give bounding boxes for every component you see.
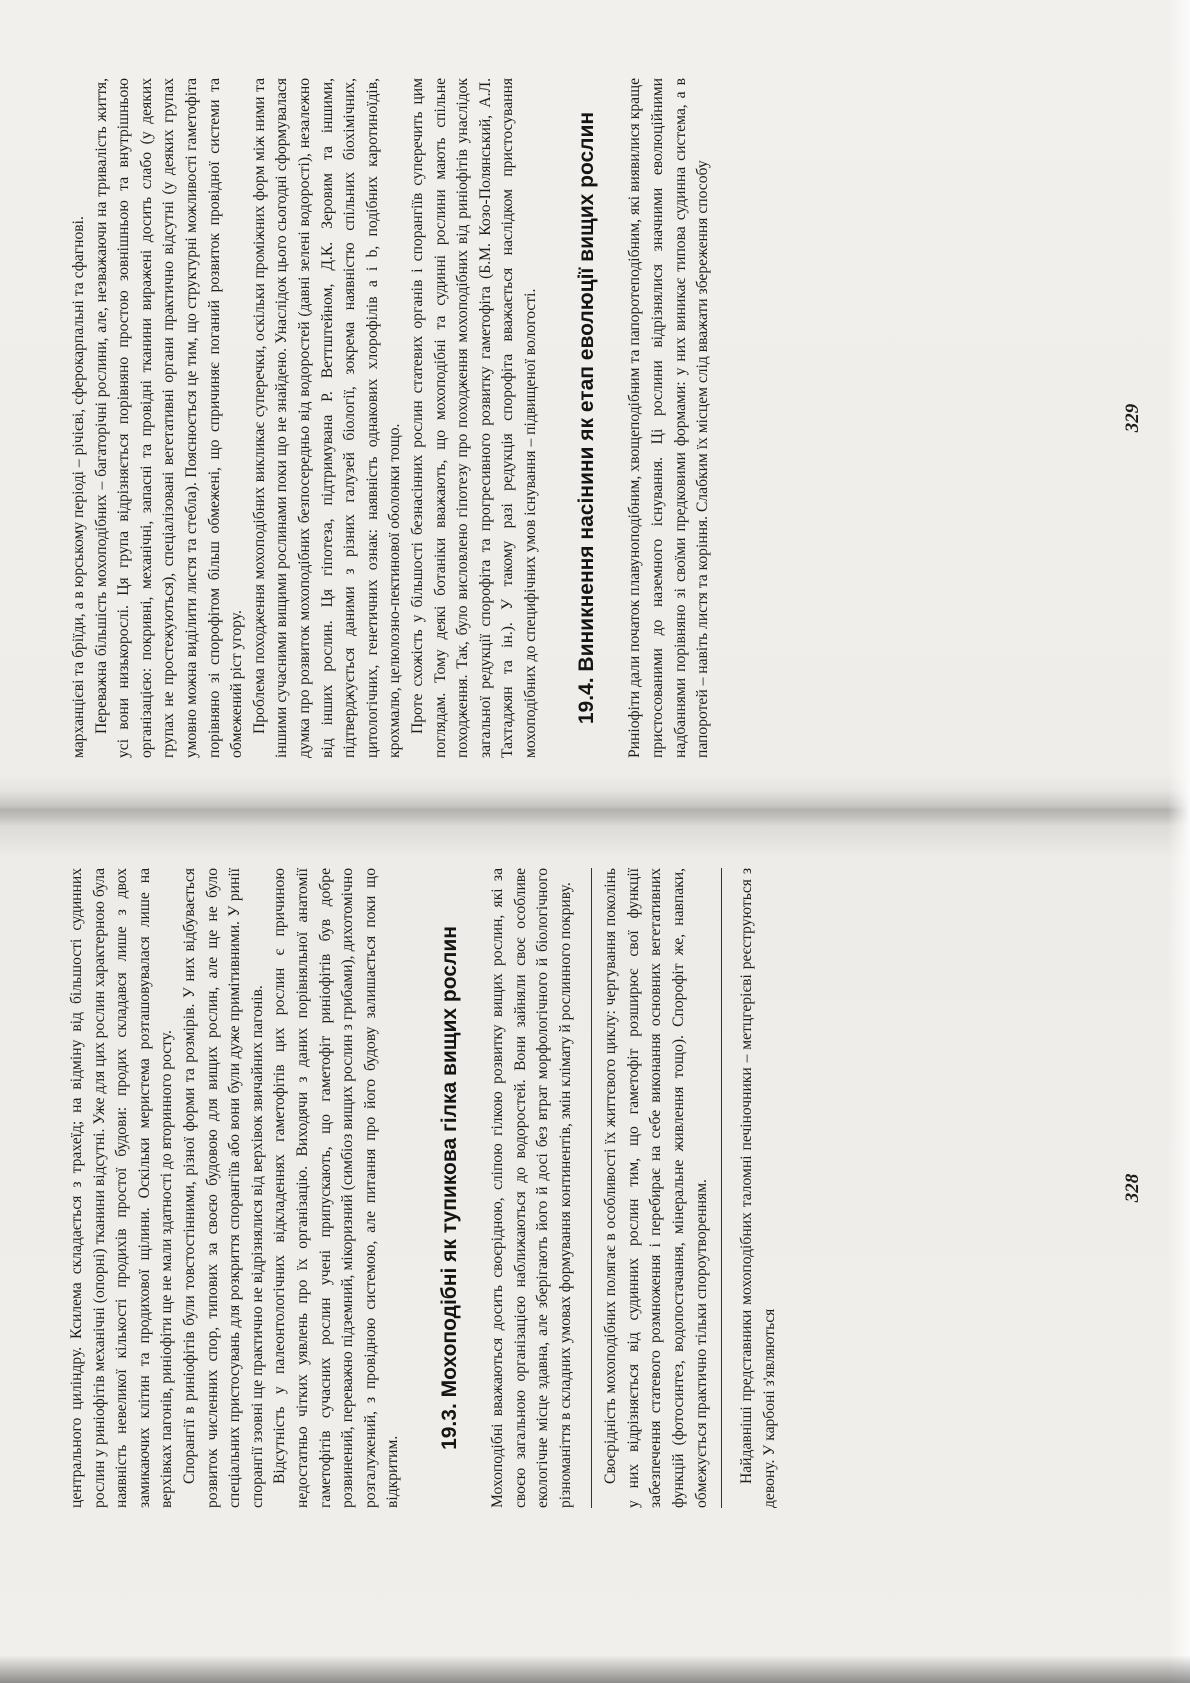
paragraph: Проте схожість у більшості безнасінних рослин статевих органів і спорангіїв суперечить цим поглядам. Тому деякі ботаніки вважають, що мохоподібні та судинні рослини мають спільне походження. Так, було висловлено гіпотезу про походження мохоподібних від риніофітів унаслідок загальної редукції спорофіта та прогресивного розвитку гаметофіта (Б.М. Козо-Полянський, А.Л. Тахтаджян та ін.). У такому разі редукція спорофіта вважається наслідком пристосування мохоподібних до специфічних умов існування – підвищеної вологості. <box>408 78 539 758</box>
paragraph: центрального циліндру. Ксилема складається з трахеїд; на відміну від більшості судинних рослин у риніофітів механічні (опорні) тканини відсутні. Уже для цих рослин характерною була наявність невеликої кількості продихів простої будови: продих складався лише з двох замикаючих клітин та продихової щілини. Оскільки меристема розташовувалася лише на верхівках пагонів, риніофіти ще не мали здатності до вторинного росту. <box>68 868 176 1508</box>
paragraph: Спорангії в риніофітів були товстостінними, різної форми та розмірів. У них відбувається розвиток численних спор, типових за своєю будовою для вищих рослин, але ще не було спеціальних пристосувань для розкриття спорангіїв або вони були дуже примітивними. У ринії спорангії ззовні ще практично не відрізнялися від верхівок звичайних пагонів. <box>180 868 266 1508</box>
paragraph: марханцієві та бріїди, а в юрському періоді – річієві, сферокарпальні та сфагнові. <box>70 216 87 758</box>
page-number: 328 <box>1122 1173 1143 1203</box>
section-intro-paragraph: Риніофіти дали початок плавуноподібним, хвощеподібним та папоротеподібним, які виявилися краще пристосованими до наземного існування. Ці рослини відрізнялися значними еволюційними надбаннями порівняно зі своїми предковими формами: у них виникає типова судинна система, а в папоротей – навіть листя та коріння. Слабким їх місцем слід вважати збереження способу <box>626 78 712 758</box>
page-number: 329 <box>1122 403 1143 433</box>
paragraph: Найдавніші представники мохоподібних таломні печіночники – метцгерієві реєструються з девону. У карбоні з'являються <box>738 868 778 1508</box>
scan-bottom-edge <box>0 1655 1190 1683</box>
page-328 <box>66 868 1143 1508</box>
section-heading-19-3: 19.3. Мохоподібні як тупикова гілка вищих рослин <box>437 926 461 1450</box>
page-edge <box>1168 0 1190 1683</box>
section-intro-paragraph: Мохоподібні вважаються досить своєрідною, сліпою гілкою розвитку вищих рослин, які за своєю загальною організацією наближаються до водоростей. Вони зайняли своє особливе екологічне місце здавна, але зберігають його й досі без втрат морфологічного й біологічного різноманіття в складних умовах формування континентів, змін клімату й рослинного покриву. <box>488 868 574 1508</box>
paragraph: Проблема походження мохоподібних викликає суперечки, оскільки проміжних форм між ними та іншими сучасними вищими рослинами поки що не знайдено. Унаслідок цього сьогодні сформувалася думка про розвиток мохоподібних безпосередньо від водоростей (давні зелені водорості), незалежно від інших рослин. Ця гіпотеза, підтримувана Р. Веттштейном, Д.К. Зеровим та іншими, підтверджується даними з різних галузей біології, зокрема наявністю спільних біохімічних, цитологічних, генетичних ознак: наявність однакових хлорофілів a і b, подібних каротиноїдів, крохмалю, целюлозно-пектинової оболонки тощо. <box>250 78 404 758</box>
highlight-box <box>591 868 722 1508</box>
highlight-paragraph: Своєрідність мохоподібних полягає в особливості їх життєвого циклу: чергування поколінь у них відрізняється від судинних рослин тим, що гаметофіт розширює свої функції забезпечення статевого розмноження і перебирає на себе виконання основних вегетативних функцій (фотосинтез, водопостачання, мінеральне живлення тощо). Спорофіт же, навпаки, обмежується практично тільки спороутворенням. <box>602 868 710 1508</box>
page-329 <box>68 78 1143 758</box>
book-gutter-shadow <box>0 790 1190 826</box>
paragraph: Відсутність у палеонтологічних відкладеннях гаметофітів цих рослин є причиною недостатньо чітких уявлень про їх організацію. Виходячи з даних порівняльної анатомії гаметофітів сучасних рослин учені припускають, що гаметофіт риніофітів був добре розвинений, переважно підземний, мікоризний (симбіоз вищих рослин з грибами), дихотомічно розгалужений, з провідною системою, але питання про його будову залишається поки що відкритим. <box>271 868 402 1508</box>
paragraph: Переважна більшість мохоподібних – багаторічні рослини, але, незважаючи на тривалість життя, усі вони низькорослі. Ця група відрізняється порівняно простою зовнішньою та внутрішньою організацією: покривні, механічні, запасні та провідні тканини виражені досить слабо (у деяких групах не простежуються), спеціалізовані вегетативні органи практично відсутні (у деяких групах умовно можна виділити листя та стебла). Пояснюється це тим, що структурні можливості гаметофіта порівняно зі спорофітом більш обмежені, що спричиняє поганий розвиток провідної системи та обмежений ріст угору. <box>92 78 246 758</box>
section-heading-19-4: 19.4. Виникнення насінини як етап еволюції вищих рослин <box>575 111 599 725</box>
